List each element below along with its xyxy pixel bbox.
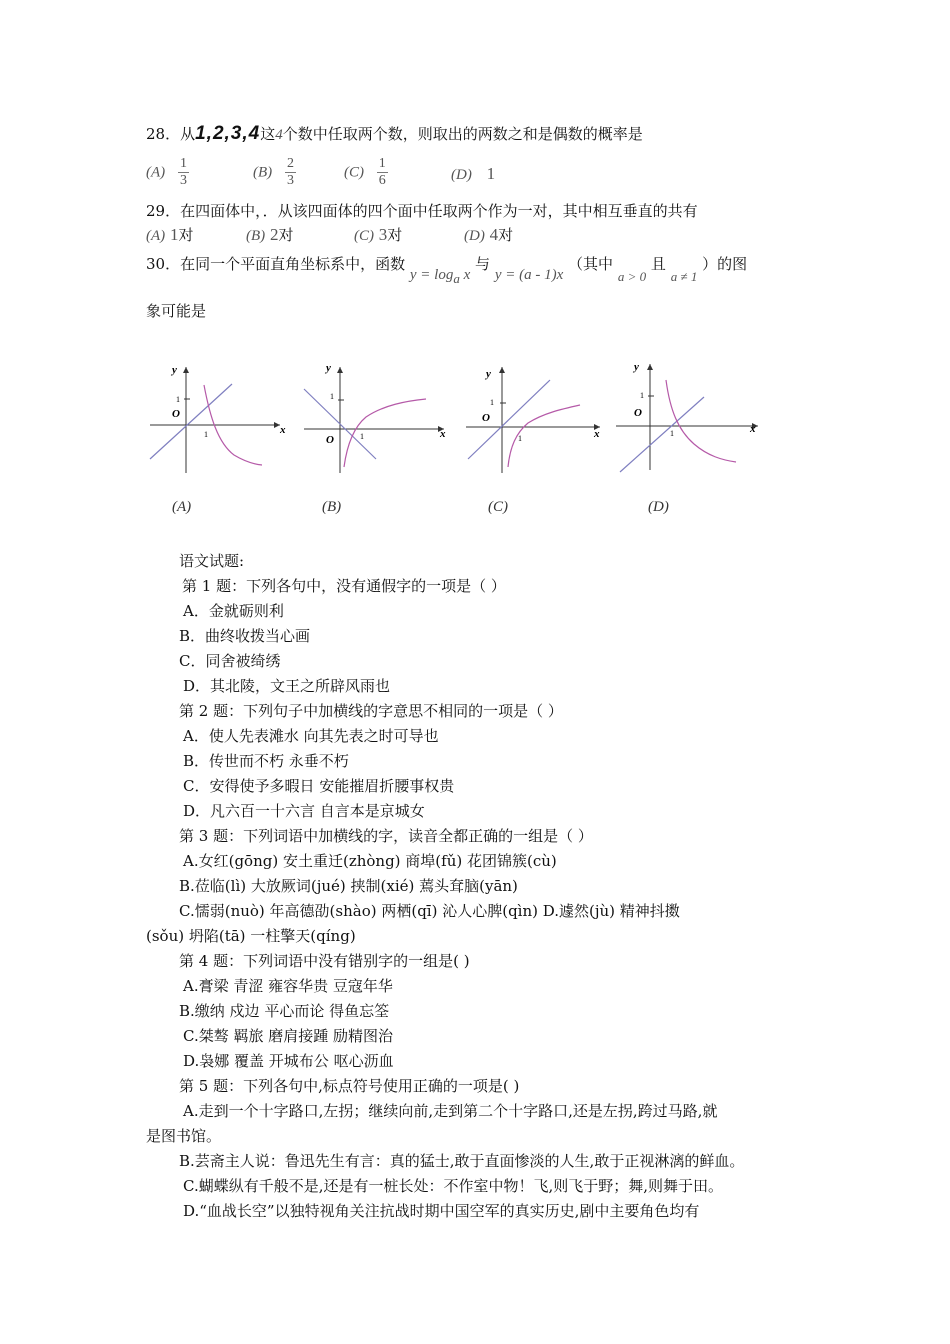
- q28-option-c: (C) $\frac{1}{6}$: [344, 156, 386, 188]
- fraction: $\frac{1}{6}$: [378, 156, 386, 188]
- cn-q5: 第 5 题：下列各句中,标点符号使用正确的一项是( ): [179, 1077, 520, 1095]
- tick-x-1: 1: [360, 432, 364, 441]
- q28-stem: 28．从1,2,3,4这4个数中任取两个数，则取出的两数之和是偶数的概率是: [146, 123, 643, 144]
- cn-q2-a: A．使人先表滩水 向其先表之时可导也: [183, 727, 439, 745]
- cn-q3-b: B.莅临(lì) 大放厥词(jué) 挟制(xié) 蔫头耷脑(yān): [179, 877, 518, 895]
- q28-option-d: (D) 1: [451, 164, 496, 183]
- graph-c: [458, 355, 618, 480]
- y-label: y: [172, 364, 177, 376]
- cn-q5-a-cont: 是图书馆。: [146, 1127, 222, 1145]
- log-function: $y = \log_a x$: [409, 267, 471, 286]
- cn-q2-d: D．凡六百一十六言 自言本是京城女: [183, 802, 425, 820]
- fraction: $\frac{1}{3}$: [179, 156, 187, 188]
- graph-a: [140, 355, 300, 480]
- q30-stem: 30．在同一个平面直角坐标系中，函数 $y = \log_a x$ 与 y = (a - 1)x （其中 a > 0 且 a ≠ 1 ）的图: [146, 255, 748, 286]
- tick-y-1: 1: [640, 391, 644, 400]
- linear-line: [150, 384, 232, 459]
- tick-y-1: 1: [176, 395, 180, 404]
- linear-function: y = (a - 1)x: [494, 267, 564, 283]
- graph-d-caption: (D): [648, 499, 669, 515]
- cn-q3-cont: (sǒu) 坍陷(tā) 一柱擎天(qíng): [146, 927, 356, 945]
- cn-q4-a: A.膏梁 青涩 雍容华贵 豆寇年华: [183, 977, 393, 995]
- q29-option-d: (D) 4对: [464, 225, 514, 244]
- linear-line: [620, 397, 704, 472]
- linear-line: [468, 380, 550, 459]
- cn-q5-b: B.芸斋主人说：鲁迅先生有言：真的猛士,敢于直面惨淡的人生,敢于正视淋漓的鲜血。: [179, 1152, 745, 1170]
- cn-q5-a: A.走到一个十字路口,左拐；继续向前,走到第二个十字路口,还是左拐,跨过马路,就: [183, 1102, 718, 1120]
- q29-option-c: (C) 3对: [354, 225, 403, 244]
- y-label: y: [326, 362, 331, 374]
- graph-b-caption: (B): [322, 499, 342, 515]
- x-label: x: [280, 424, 286, 436]
- graph-a-caption: (A): [172, 499, 192, 515]
- cn-q5-c: C.蝴蝶纵有千般不是,还是有一桩长处：不作室中物！飞,则飞于野；舞,则舞于田。: [183, 1177, 724, 1195]
- cn-q4: 第 4 题：下列词语中没有错别字的一组是( ): [179, 952, 470, 970]
- q28-numbers: 1,2,3,4: [195, 123, 261, 144]
- cn-q1-c: C．同舍被绮绣: [179, 652, 281, 670]
- origin-label: O: [634, 407, 642, 419]
- q29-stem: 29．在四面体中，．从该四面体的四个面中任取两个作为一对，其中相互垂直的共有: [146, 202, 698, 220]
- tick-y-1: 1: [490, 398, 494, 407]
- tick-x-1: 1: [670, 429, 674, 438]
- tick-x-1: 1: [204, 430, 208, 439]
- origin-label: O: [172, 408, 180, 420]
- cn-q3: 第 3 题：下列词语中加横线的字，读音全都正确的一组是（ ）: [179, 827, 593, 845]
- y-label: y: [486, 368, 491, 380]
- cn-q1: 第 1 题：下列各句中，没有通假字的一项是（ ）: [182, 577, 506, 595]
- x-label: x: [440, 428, 446, 440]
- cn-q3-a: A.女红(gōng) 安土重迁(zhòng) 商埠(fǔ) 花团锦簇(cù): [183, 852, 557, 870]
- cn-q1-a: A．金就砺则利: [183, 602, 284, 620]
- x-label: x: [750, 423, 756, 435]
- q30-stem-cont: 象可能是: [146, 302, 207, 320]
- cn-q4-b: B.缴纳 戍边 平心而论 得鱼忘筌: [179, 1002, 390, 1020]
- cn-q4-d: D.袅娜 覆盖 开城布公 呕心沥血: [183, 1052, 394, 1070]
- cn-q2: 第 2 题：下列句子中加横线的字意思不相同的一项是（ ）: [179, 702, 563, 720]
- tick-x-1: 1: [518, 434, 522, 443]
- log-curve: [344, 399, 426, 467]
- cn-q3-c: C.懦弱(nuò) 年高德劭(shào) 两栖(qī) 沁人心脾(qìn) D.遽然(jù) 精神抖擞: [179, 902, 680, 920]
- cn-q1-d: D．其北陵，文王之所辟风雨也: [183, 677, 391, 695]
- cn-q1-b: B．曲终收拨当心画: [179, 627, 311, 645]
- x-label: x: [594, 428, 600, 440]
- y-label: y: [634, 361, 639, 373]
- cn-q2-c: C．安得使予多暇日 安能摧眉折腰事权贵: [183, 777, 455, 795]
- q29-option-a: (A) 1对: [146, 225, 194, 244]
- fraction: $\frac{2}{3}$: [286, 156, 294, 188]
- origin-label: O: [326, 434, 334, 446]
- tick-y-1: 1: [330, 392, 334, 401]
- cn-q2-b: B．传世而不朽 永垂不朽: [183, 752, 349, 770]
- graph-c-caption: (C): [488, 499, 508, 515]
- log-curve: [666, 380, 736, 462]
- q28-option-b: (B) $\frac{2}{3}$: [253, 156, 294, 188]
- graph-b: [298, 355, 458, 480]
- origin-label: O: [482, 412, 490, 424]
- cn-q4-c: C.桀骜 羁旅 磨肩接踵 励精图治: [183, 1027, 394, 1045]
- cn-q5-d: D.“血战长空”以独特视角关注抗战时期中国空军的真实历史,剧中主要角色均有: [183, 1202, 700, 1220]
- q28-option-a: (A) $\frac{1}{3}$: [146, 156, 187, 188]
- graph-d: [612, 352, 772, 477]
- q29-option-b: (B) 2对: [246, 225, 294, 244]
- chinese-heading: 语文试题:: [179, 552, 245, 570]
